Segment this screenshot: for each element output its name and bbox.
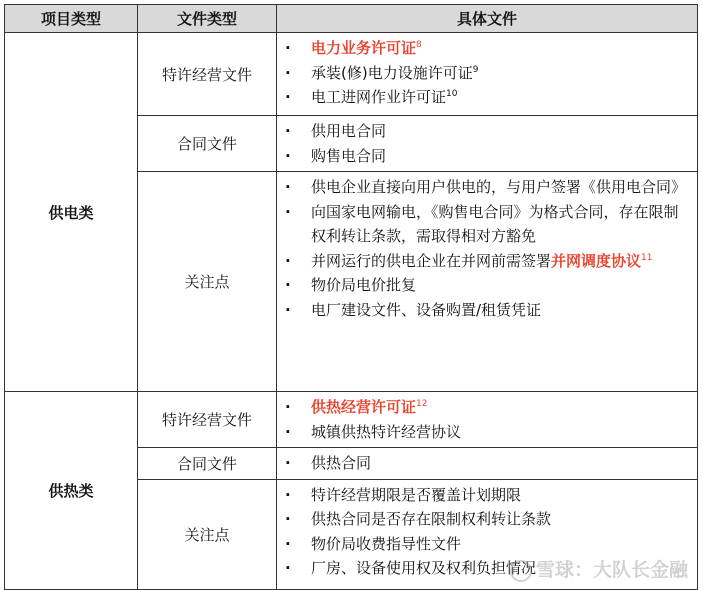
file-list	[277, 119, 697, 168]
list-item	[277, 395, 697, 420]
highlighted-item-text: 电力业务许可证	[311, 39, 417, 57]
file-type-cell: 特许经营文件	[138, 392, 277, 448]
watermark-text: 雪球：大队长金融	[535, 559, 688, 581]
header-specific-files: 具体文件	[277, 5, 698, 33]
item-text: 电厂建设文件、设备购置/租赁凭证	[311, 300, 542, 319]
footnote-ref: 11	[641, 252, 653, 263]
table-row	[5, 392, 698, 448]
list-item	[277, 420, 697, 445]
file-requirements-table	[4, 4, 698, 590]
table-row	[5, 33, 698, 116]
specific-files-cell	[277, 448, 698, 480]
specific-files-cell	[277, 479, 698, 589]
item-text: 城镇供热特许经营协议	[311, 422, 462, 441]
file-list	[277, 395, 697, 444]
file-type-cell: 合同文件	[138, 448, 277, 480]
list-item	[277, 200, 697, 249]
file-type-cell: 关注点	[138, 479, 277, 589]
item-text: 特许经营期限是否覆盖计划期限	[311, 485, 522, 504]
list-item	[277, 298, 697, 323]
file-list	[277, 175, 697, 322]
item-text: 向国家电网输电，《购售电合同》为格式合同，存在限制权利转让条款，需取得相对方豁免	[311, 202, 679, 245]
highlighted-item-text: 并网调度协议	[551, 251, 642, 270]
file-type-cell: 特许经营文件	[138, 33, 277, 116]
list-item	[277, 451, 697, 476]
item-text: 物价局电价批复	[311, 276, 417, 294]
item-text: 供热合同是否存在限制权利转让条款	[311, 510, 552, 528]
file-list	[277, 36, 697, 110]
item-text: 购售电合同	[311, 146, 387, 165]
highlighted-item-text: 供热经营许可证	[311, 398, 417, 416]
file-type-cell: 关注点	[138, 172, 277, 392]
list-item	[277, 556, 697, 581]
specific-files-cell	[277, 172, 698, 392]
list-item	[277, 119, 697, 144]
list-item	[277, 249, 697, 274]
table-header-row	[5, 5, 698, 33]
header-file-type: 文件类型	[138, 5, 277, 33]
item-text: 承装(修)电力设施许可证	[311, 63, 473, 82]
list-item	[277, 483, 697, 508]
project-type-cell: 供电类	[5, 33, 138, 392]
item-text: 供电企业直接向用户供电的，与用户签署《供用电合同》	[311, 178, 687, 196]
list-item	[277, 175, 697, 200]
list-item	[277, 36, 697, 61]
list-item	[277, 507, 697, 532]
item-text: 供用电合同	[311, 122, 387, 140]
specific-files-cell	[277, 392, 698, 448]
list-item	[277, 85, 697, 110]
item-text: 电工进网作业许可证	[311, 88, 447, 106]
header-project-type: 项目类型	[5, 5, 138, 33]
item-text-prefix: 并网运行的供电企业在并网前需签署	[311, 251, 552, 270]
footnote-ref: 9	[472, 64, 479, 75]
file-list	[277, 483, 697, 581]
list-item	[277, 532, 697, 557]
list-item	[277, 273, 697, 298]
file-list	[277, 451, 697, 476]
item-text: 厂房、设备使用权及权利负担情况	[311, 559, 537, 577]
item-text: 供热合同	[311, 454, 372, 472]
footnote-ref: 12	[416, 399, 428, 409]
specific-files-cell	[277, 116, 698, 172]
footnote-ref: 8	[416, 40, 422, 50]
item-text: 物价局收费指导性文件	[311, 534, 462, 553]
specific-files-cell	[277, 33, 698, 116]
project-type-cell: 供热类	[5, 392, 138, 590]
list-item	[277, 144, 697, 169]
file-type-cell: 合同文件	[138, 116, 277, 172]
footnote-ref: 10	[446, 89, 458, 99]
list-item	[277, 61, 697, 86]
